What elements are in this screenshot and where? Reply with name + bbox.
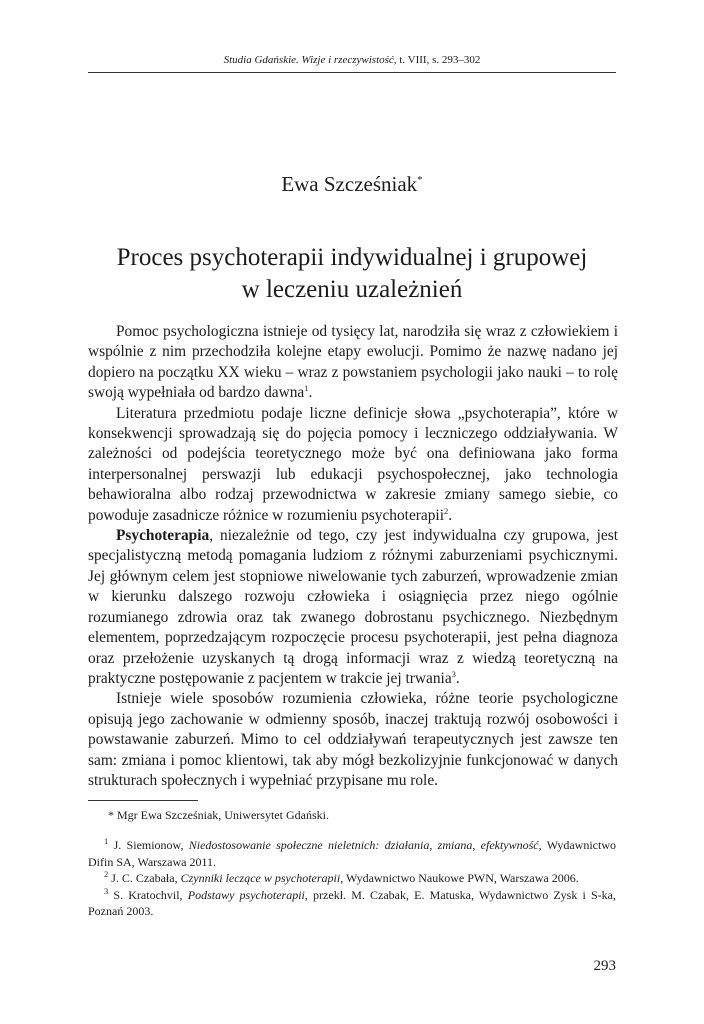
footnote-ref-3[interactable]: 3 (451, 668, 456, 679)
paragraph-1-end: . (308, 384, 313, 402)
author-name: Ewa Szcześniak (281, 172, 418, 196)
footnote-2 (88, 870, 616, 887)
author-affiliation-note: * Mgr Ewa Szcześniak, Uniwersytet Gdański. (108, 808, 329, 822)
author-byline (88, 172, 616, 197)
paragraph-3 (88, 526, 618, 689)
footnote-ref-2[interactable]: 2 (443, 505, 449, 516)
paragraph-1 (88, 322, 618, 404)
term-psychoterapia: Psychoterapia (116, 527, 210, 545)
title-line-1: Proces psychoterapii indywidualnej i grupowej (116, 244, 588, 271)
paragraph-2-end: . (448, 506, 453, 524)
footnotes (88, 837, 616, 920)
footnote-3 (88, 887, 616, 920)
author-footnote-mark[interactable]: * (417, 174, 423, 186)
footnote-ref-1[interactable]: 1 (304, 383, 309, 394)
paragraph-3-end: . (455, 669, 460, 687)
paragraph-1-text: Pomoc psychologiczna istnieje od tysięcy lat, narodziła się wraz z człowiekiem i wspólnie z nim przechodziła kolejne etapy ewolucji. Pomimo że nazwę nadano jej dopiero na początku XX wieku – wraz z powstaniem psychologii jako nauki – to rolę swoją wypełniała od bardzo dawna (88, 323, 618, 402)
footnote-3-number: 3 (104, 885, 109, 896)
paragraph-2 (88, 404, 618, 526)
journal-name: Studia Gdańskie. Wizje i rzeczywistość (223, 54, 394, 66)
footnote-2-number: 2 (104, 869, 109, 879)
footnote-3-publisher: , przekł. M. Czabak, E. Matuska, Wydawnictwo Zysk i S-ka, Poznań 2003. (88, 887, 617, 918)
footnote-2-publisher: , Wydawnictwo Naukowe PWN, Warszawa 2006. (340, 871, 579, 885)
footnote-1-publisher: , Wydawnictwo Difin SA, Warszawa 2011. (88, 838, 616, 869)
journal-details: , t. VIII, s. 293–302 (393, 54, 481, 66)
footnote-1 (88, 837, 616, 870)
footnote-1-title: Niedostosowanie społeczne nieletnich: działania, zmiana, efektywność (188, 838, 539, 852)
article-title (88, 242, 616, 306)
footnote-1-number: 1 (104, 836, 109, 846)
running-header (88, 54, 616, 66)
footnote-rule (88, 800, 198, 801)
footnote-3-title: Podstawy psychoterapii (187, 887, 305, 902)
footnote-3-author: S. Kratochvil, (108, 887, 188, 902)
paragraph-4: Istnieje wiele sposobów rozumienia człowieka, różne teorie psychologiczne opisują jego zachowanie w odmienny sposób, inaczej traktują rozwój osobowości i powstawanie zaburzeń. Mimo to cel oddziaływań terapeutycznych jest zawsze ten sam: zmiana i pomoc klientowi, tak aby mógł bezkolizyjnie funkcjonować w danych strukturach społecznych i wypełniać przypisane mu role. (88, 690, 618, 789)
footnote-1-author: J. Siemionow, (108, 838, 189, 852)
article-body (88, 322, 618, 791)
paragraph-3-text: , niezależnie od tego, czy jest indywidualna czy grupowa, jest specjalistyczną metodą pomagania ludziom z różnymi zaburzeniami psychicznymi. Jej głównym celem jest stopniowe niwelowanie tych zaburzeń, wprowadzenie zmian w kierunku dalszego rozwoju człowieka i osiągnięcia przez niego ogólnie rozumianego zdrowia oraz tak zwanego dobrostanu psychicznego. Niezbędnym elementem, poprzedzającym rozpoczęcie procesu psychoterapii, jest pełna diagnoza oraz przełożenie uzyskanych tą drogą informacji wraz z wiedzą teoretyczną na praktyczne postępowanie z pacjentem w trakcie jej trwania (88, 527, 618, 687)
header-rule (88, 72, 616, 73)
footnote-2-author: J. C. Czabała, (108, 871, 181, 885)
paragraph-2-text: Literatura przedmiotu podaje liczne definicje słowa „psychoterapia”, które w konsekwencji sprowadzają się do pojęcia pomocy i leczniczego oddziaływania. W zależności od podejścia teoretycznego może być ona definiowana jako forma interpersonalnej perswazji lub edukacji psychospołecznej, jako technologia behawioralna albo rodzaj przewodnictwa w zakresie zmiany samego siebie, co powoduje zasadnicze różnice w rozumieniu psychoterapii (88, 404, 618, 524)
title-line-2: w leczeniu uzależnień (241, 276, 463, 303)
footnote-2-title: Czynniki leczące w psychoterapii (180, 871, 341, 885)
page-number: 293 (593, 958, 616, 974)
